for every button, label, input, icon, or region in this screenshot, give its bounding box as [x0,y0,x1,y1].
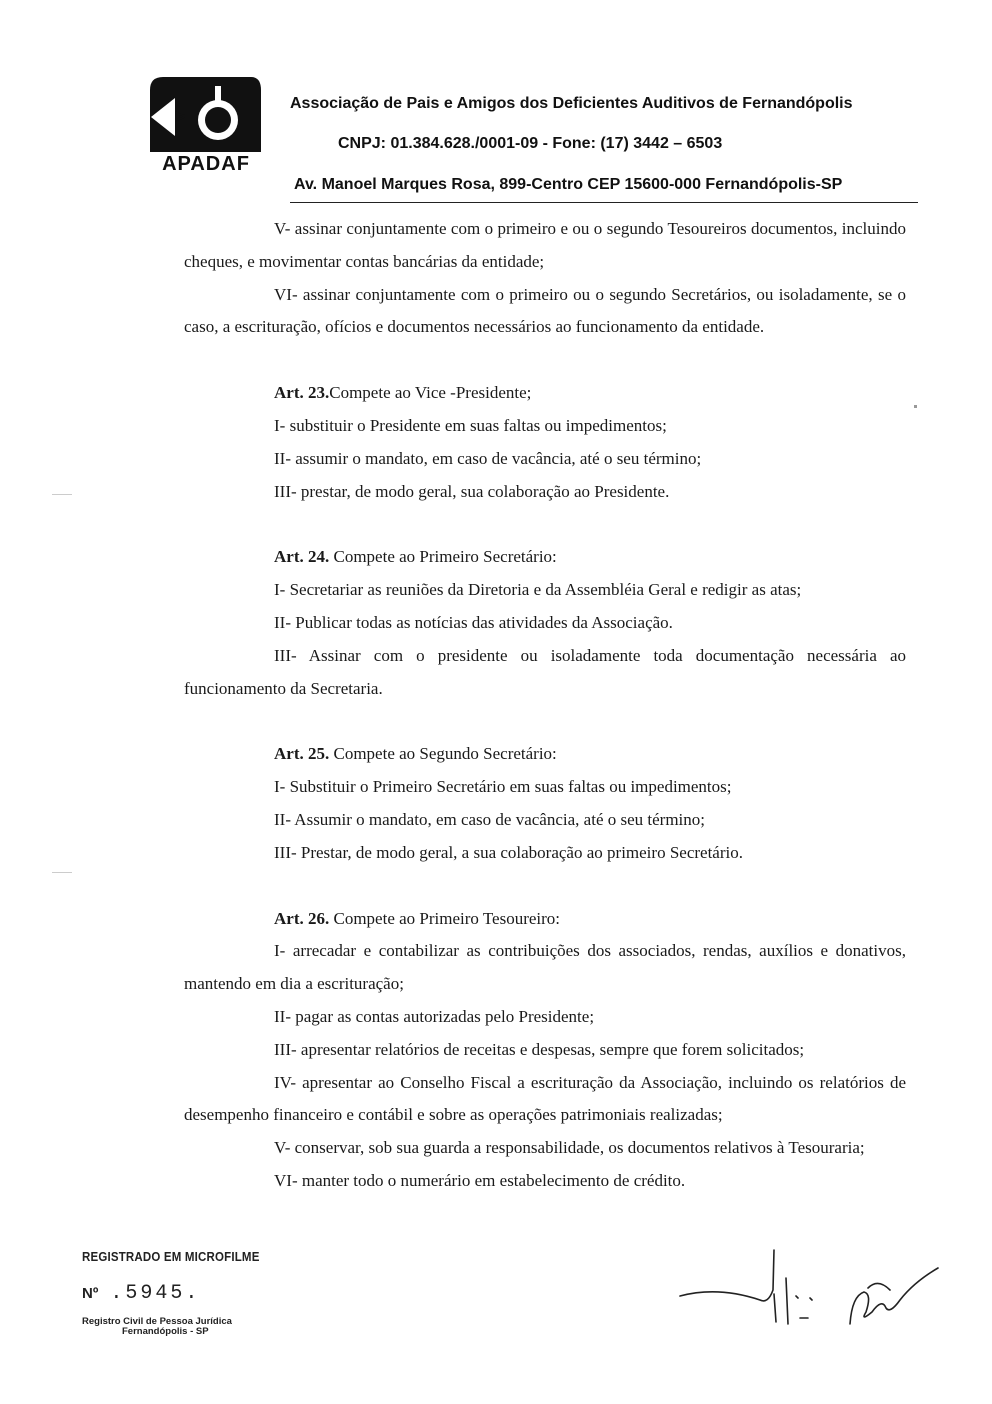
art-24-item: III- Assinar com o presidente ou isoladamente toda documentação necessária ao funcionamento da Secretaria. [184,645,906,698]
art-25-heading [184,738,906,771]
art-24-heading [184,541,906,574]
art-25-item: I- Substituir o Primeiro Secretário em suas faltas ou impedimentos; [274,777,732,797]
logo-wordmark: APADAF [162,153,250,175]
stamp-registry-line1: Registro Civil de Pessoa Jurídica [82,1316,232,1327]
scan-speck [914,405,917,408]
art-23-item: I- substituir o Presidente em suas faltas ou impedimentos; [274,415,667,435]
art-26-item: I- arrecadar e contabilizar as contribuições dos associados, rendas, auxílios e donativos, mantendo em dia a escrituração; [184,941,906,994]
article-title: Compete ao Primeiro Secretário: [329,547,557,567]
art-26-item: VI- manter todo o numerário em estabelecimento de crédito. [274,1170,686,1190]
article-number: Art. 25. [274,744,330,764]
article-title: Compete ao Primeiro Tesoureiro: [329,908,561,928]
scan-speck [52,494,72,495]
stamp-number: .5945. [110,1282,201,1305]
paragraph-vi: VI- assinar conjuntamente com o primeiro ou o segundo Secretários, ou isoladamente, se o caso, a escrituração, ofícios e documentos necessários ao funcionamento da entidade. [184,284,906,337]
paragraph-v: V- assinar conjuntamente com o primeiro e ou o segundo Tesoureiros documentos, incluindo cheques, e movimentar contas bancárias da entidade; [184,219,906,271]
organization-name: Associação de Pais e Amigos dos Deficientes Auditivos de Fernandópolis [290,95,853,112]
art-26-item: III- apresentar relatórios de receitas e despesas, sempre que forem solicitados; [274,1039,805,1059]
stamp-registered-text: REGISTRADO EM MICROFILME [82,1250,260,1264]
signature-1 [680,1250,812,1324]
scan-speck [52,872,72,873]
art-25-item: II- Assumir o mandato, em caso de vacância, até o seu término; [274,809,705,829]
header-rule [290,202,918,203]
signature-2 [850,1268,938,1324]
art-24-item: I- Secretariar as reuniões da Diretoria e da Assembléia Geral e redigir as atas; [274,580,802,600]
art-26-item: IV- apresentar ao Conselho Fiscal a escrituração da Associação, incluindo os relatórios de desempenho financeiro e contábil e sobre as operações patrimoniais realizadas; [184,1072,906,1125]
address: Av. Manoel Marques Rosa, 899-Centro CEP 15600-000 Fernandópolis-SP [294,176,843,193]
document-body [184,213,906,1198]
art-26-item: II- pagar as contas autorizadas pelo Presidente; [274,1006,595,1026]
stamp-number-line [82,1282,275,1305]
article-number: Art. 24. [274,547,330,567]
article-number: Art. 23. [274,383,330,403]
art-24-item: II- Publicar todas as notícias das atividades da Associação. [274,612,673,632]
cnpj-phone: CNPJ: 01.384.628./0001-09 - Fone: (17) 3442 – 6503 [338,135,723,152]
art-26-item: V- conservar, sob sua guarda a responsabilidade, os documentos relativos à Tesouraria; [274,1138,865,1158]
art-23-item: III- prestar, de modo geral, sua colaboração ao Presidente. [274,481,670,501]
art-23-item: II- assumir o mandato, em caso de vacância, até o seu término; [274,448,702,468]
stamp-registry-line2: Fernandópolis - SP [122,1326,209,1337]
svg-text:A: A [171,111,188,122]
stamp-number-label: Nº [82,1285,99,1302]
art-25-item: III- Prestar, de modo geral, a sua colaboração ao primeiro Secretário. [274,842,743,862]
article-number: Art. 26. [274,908,330,928]
article-title: Compete ao Vice -Presidente; [329,383,532,403]
art-26-heading [184,903,906,936]
article-title: Compete ao Segundo Secretário: [329,744,557,764]
microfilm-stamp [82,1250,275,1337]
art-23-heading [184,377,906,410]
signatures [668,1238,948,1338]
